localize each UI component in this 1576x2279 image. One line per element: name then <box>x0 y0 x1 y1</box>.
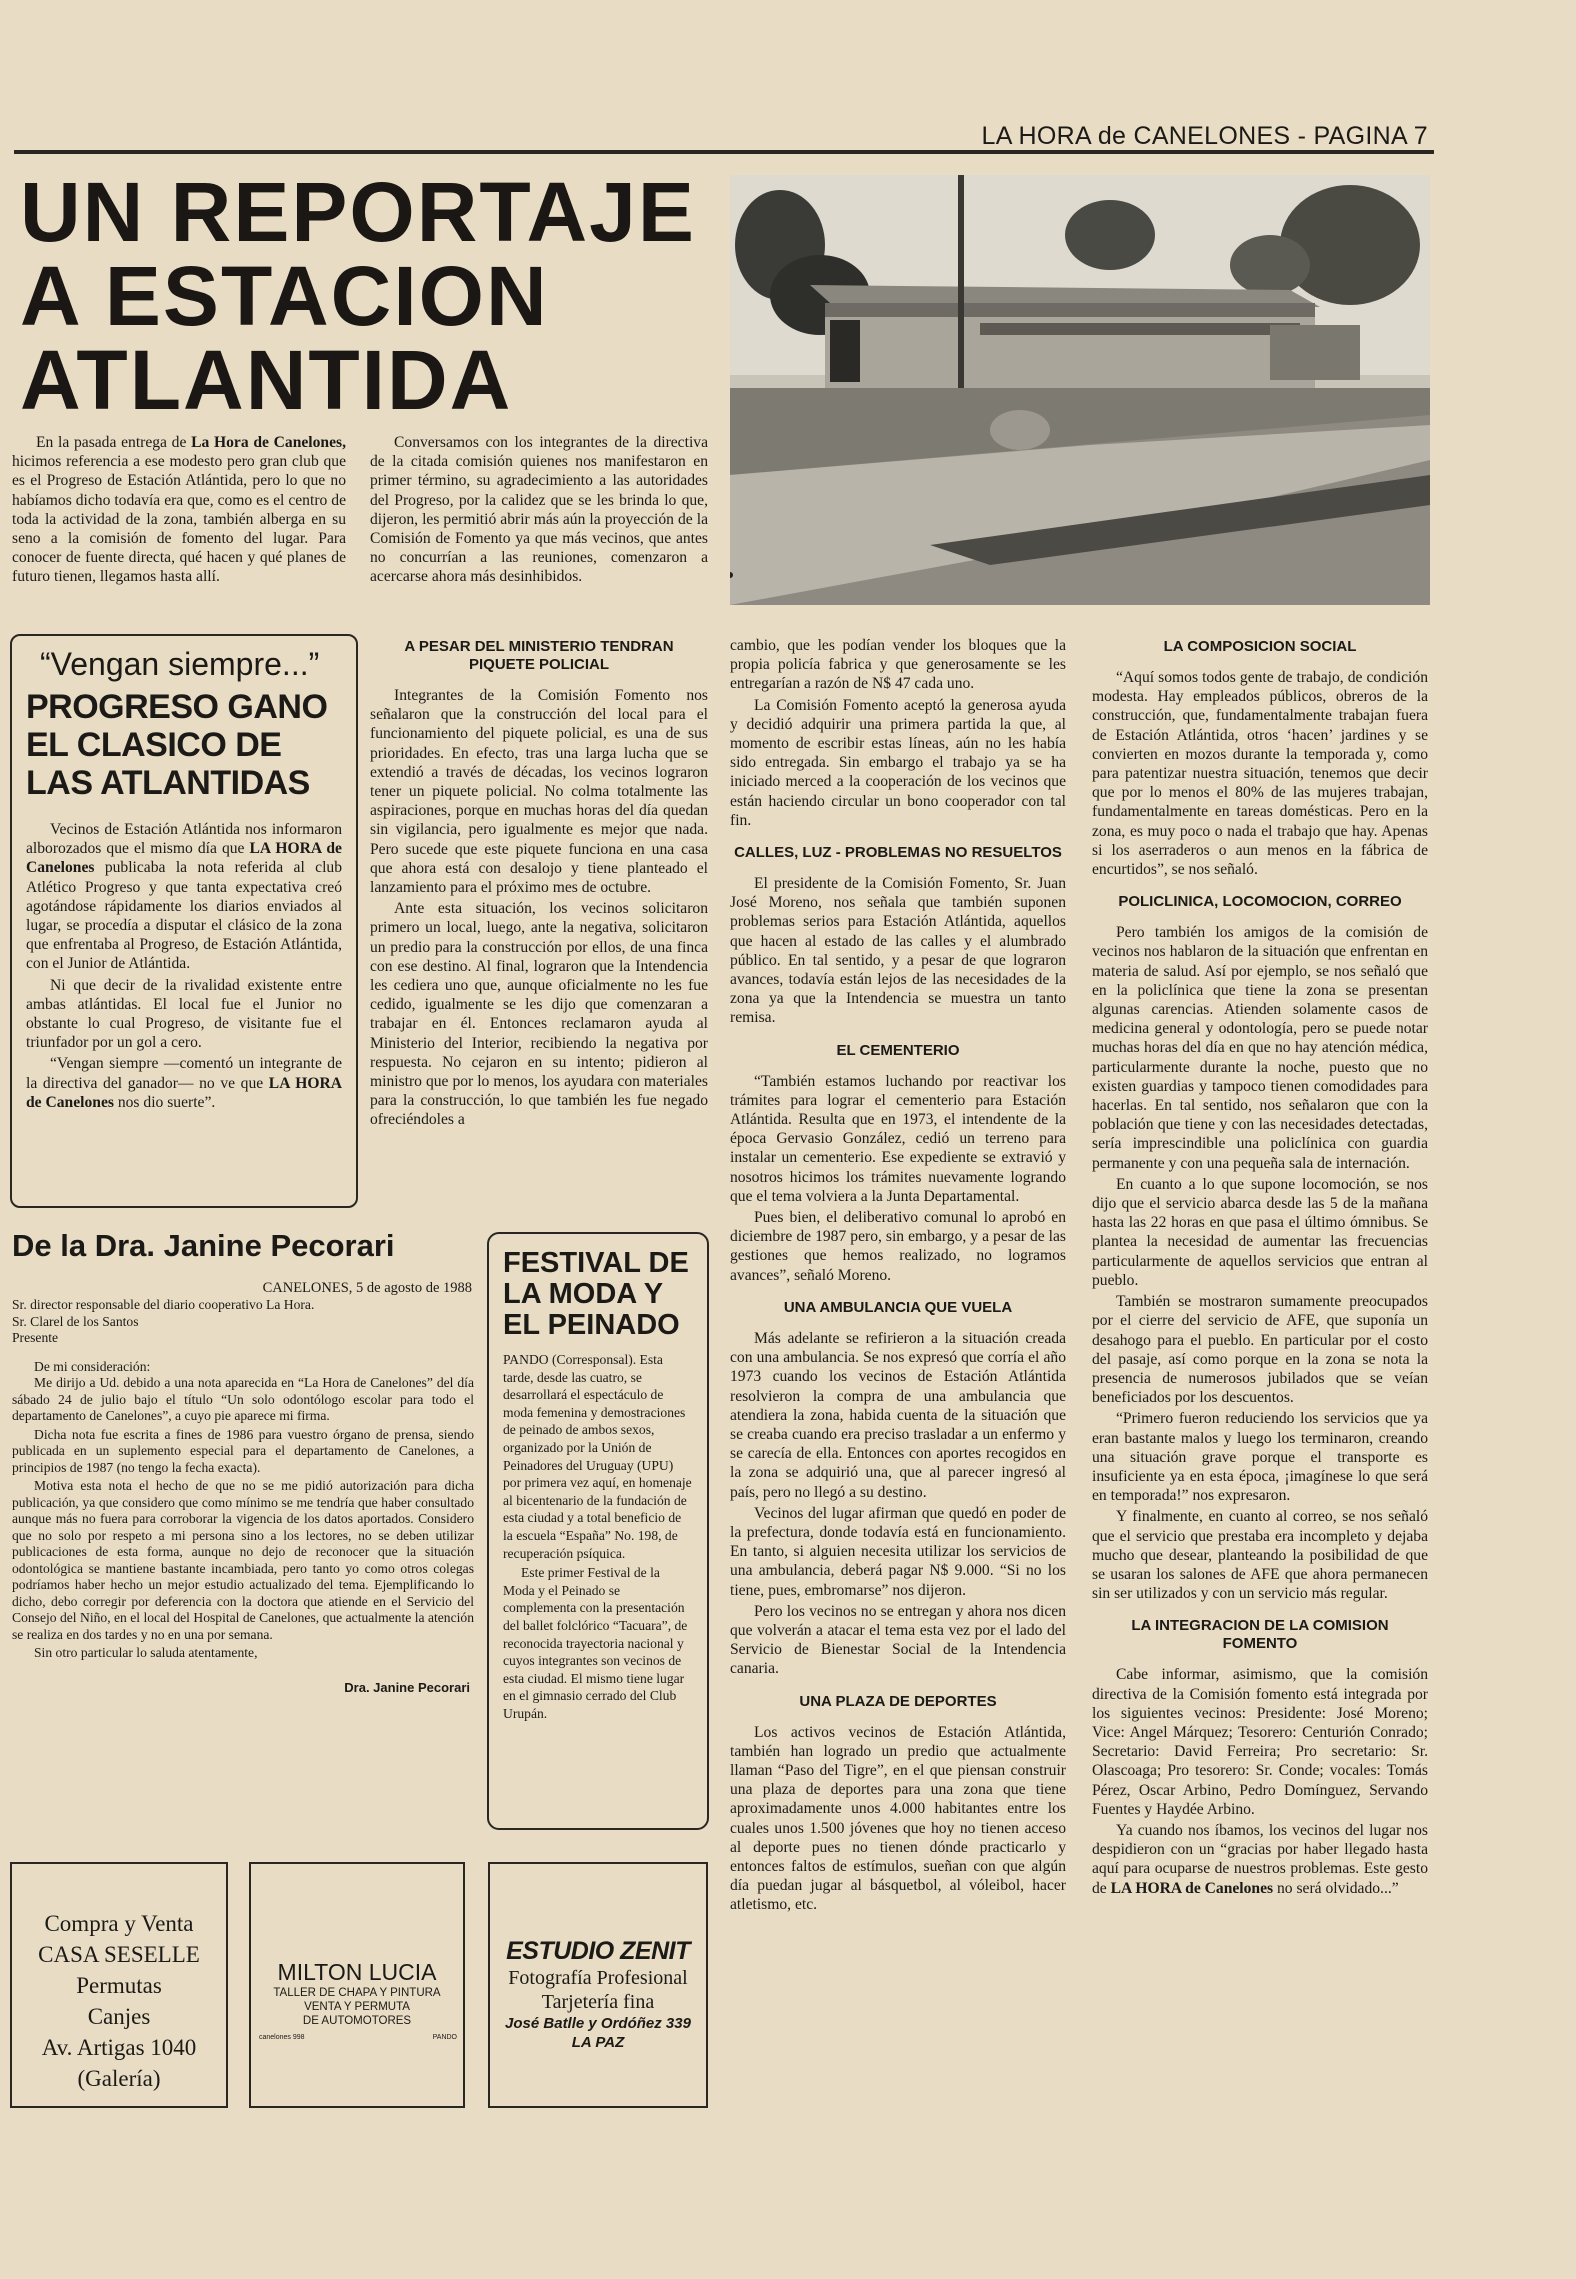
column-3 <box>730 636 1066 1917</box>
col3-paragraph-9: Los activos vecinos de Estación Atlántida, también han logrado un predio que actualmente llaman “Paso del Tigre”, en el que piensan construir una plaza de deportes para una zona que tiene aproximadamente unos 4.000 habitantes entre los cuales unos 1.500 jóvenes que hoy no tienen acceso al deporte pues no tienen dónde practicarlo y entonces faltos de estímulos, sueñan con que algún día puedan jugar al básquetbol, al vóleibol, hacer atletismo, etc. <box>730 1723 1066 1914</box>
progreso-title-1: PROGRESO GANO <box>26 688 328 726</box>
zenit-name: ESTUDIO ZENIT <box>506 1937 690 1965</box>
col4-paragraph-1: “Aquí somos todos gente de trabajo, de condición modesta. Hay empleados públicos, obreros de la construcción, que, fundamentalmente trabajan fuera de Estación Atlántida, otros ‘hacen’ jardines y se convierten en mozos durante la temporada y, como para patentizar nuestra situación, tenemos que decir que por lo menos el 80% de las mujeres trabajan, fundamentalmente en tareas domésticas. Pero en la zona, es muy poco o nada el trabajo que hay. Apenas si los aserraderos o aun menos en la fábrica de encurtidos”, se nos señaló. <box>1092 669 1428 879</box>
letter-greeting: De mi consideración: <box>34 1358 151 1374</box>
col2-paragraph-2: Ante esta situación, los vecinos solicitaron primero un local, luego, ante la negativa, solicitaron un predio para la construcción por ellos, de una finca con ese destino. Al final, lograron que la Intendencia les cediera uno que, aunque oficialmente no les fue cedido, igualmente se les dijo que comenzaran a trabajar en él. Entonces reclamaron ayuda al Ministerio del Interior, recibiendo la negativa por respuesta. No cejaron en su intento; pidieron al ministro que por lo menos, los ayudara con materiales para la construcción, lo que también les fue negado ofreciéndoles a <box>370 900 708 1129</box>
col3-paragraph-8: Pero los vecinos no se entregan y ahora nos dicen que volverán a atacar el tema esta vez por el lado del Servicio de Bienestar Social de la Intendencia canaria. <box>730 1602 1066 1678</box>
col4-p8a: Ya cuando nos íbamos, los vecinos del lugar nos despidieron con un “gracias por haber llegado hasta aquí para ocuparse de nuestros problemas. Este gesto de <box>1092 1821 1428 1897</box>
col3-paragraph-6: Más adelante se refirieron a la situación creada con una ambulancia. Se nos expresó que corría el año 1973 cuando los vecinos de Estación Atlántida resolvieron la compra de una ambulancia que atendiera la zona, habida cuenta de la situación que se creaba cuando era preciso trasladar a un enfermo y se carecía de ella. Entonces con aportes recogidos en la zona se adquirió una, que al parecer ingresó al país, pero no llegó a su destino. <box>730 1329 1066 1501</box>
progreso-title-3: LAS ATLANTIDAS <box>26 764 310 802</box>
col4-paragraph-5: “Primero fueron reduciendo los servicios que ya eran bastante malos y luego los terminaron, creando una situación grave porque el transporte es insuficiente ya en esta época, ¡imagínese lo que será en temporada!” nos expresaron. <box>1092 1410 1428 1505</box>
col3-paragraph-3: El presidente de la Comisión Fomento, Sr. Juan José Moreno, nos señala que también suponen problemas serios para Estación Atlántida, aquellos que hacen al estado de las calles y el alumbrado público. En tal sentido, y a pesar de que lograron avances, todavía están lejos de las necesidades de la zona ya que la Intendencia se muestra un tanto remisa. <box>730 875 1066 1027</box>
festival-paragraph-2: Este primer Festival de la Moda y el Peinado se complementa con la presentación del ballet folclórico “Tacuara”, de reconocida trayectoria nacional y cuyos integrantes son vecinos de esta ciudad. El mismo tiene lugar en el gimnasio cerrado del Club Urupán. <box>503 1565 688 1721</box>
headline-line-2: A ESTACION <box>20 249 549 343</box>
progreso-p1a: Vecinos de Estación Atlántida nos informaron alborozados que el mismo día que <box>26 821 342 858</box>
festival-paragraph-1: PANDO (Corresponsal). Esta tarde, desde las cuatro, se desarrollará el espectáculo de moda femenina y demostraciones de peinado de ambos sexos, organizado por la Unión de Peinadores del Uruguay (UPU) por primera vez aquí, en homenaje al bicentenario de la fundación de esta ciudad y a total beneficio de la escuela “España” No. 198, de recuperación psíquica. <box>503 1352 692 1561</box>
letter-paragraph-3: Motiva esta nota el hecho de que no se me pidió autorización para dicha publicación, ya que considero que como mínimo se me tendría que haber consultado aunque más no fuera para corroborar la vigencia de los datos aportados. Considero que no solo por respeto a mi persona sino a los lectores, no se deben utilizar publicaciones de esta forma, aunque no dejo de reconocer que la situación odontológica se mantiene bastante incambiada, pero tanto yo como otros colegas podríamos haber hecho un mejor estudio actualizado del tema. Ejemplificando lo dicho, debo corregir por deferencia con la doctora que atiende en el Servicio del Consejo del Niño, en el local del Hospital de Canelones, que actualmente la atención se realiza en dos tardes y no en una por semana. <box>12 1478 474 1642</box>
subhead-policlinica: POLICLINICA, LOCOMOCION, CORREO <box>1118 893 1402 911</box>
progreso-p3b: LA HORA de Canelones <box>26 1074 342 1111</box>
seselle-line-5: Av. Artigas 1040 <box>41 2035 197 2060</box>
col4-p8c: no será olvidado...” <box>1273 1879 1399 1897</box>
intro-lead: La Hora de Canelones, <box>191 434 346 451</box>
milton-tiny-1: canelones 998 <box>259 2034 305 2041</box>
festival-title-1: FESTIVAL DE <box>503 1247 689 1279</box>
zenit-line-3: José Batlle y Ordóñez 339 <box>505 2015 691 2032</box>
letter-section <box>12 1228 474 1695</box>
milton-tiny <box>251 2028 463 2041</box>
col4-paragraph-8 <box>1092 1821 1428 1898</box>
milton-line-3: DE AUTOMOTORES <box>302 2015 412 2027</box>
zenit-line-2: Tarjetería fina <box>541 1991 655 2013</box>
col4-p8b: LA HORA de Canelones <box>1110 1879 1274 1897</box>
subhead-composicion: LA COMPOSICION SOCIAL <box>1163 638 1357 655</box>
letter-addr-2: Sr. Clarel de los Santos <box>12 1313 139 1329</box>
header-rule <box>14 150 1434 154</box>
intro-col-2 <box>370 433 708 589</box>
progreso-p3a: “Vengan siempre —comentó un integrante de la directiva del ganador— no ve que <box>26 1055 342 1092</box>
milton-name: MILTON LUCIA <box>277 1959 437 1985</box>
column-4 <box>1092 624 1428 1900</box>
zenit-line-4: LA PAZ <box>571 2034 625 2051</box>
milton-tiny-2: PANDO <box>432 2034 457 2041</box>
festival-title-3: EL PEINADO <box>503 1309 680 1341</box>
milton-line-2: VENTA Y PERMUTA <box>304 2001 410 2013</box>
progreso-p1b: LA HORA de Canelones <box>26 840 342 877</box>
page-header <box>0 118 1440 150</box>
col4-paragraph-2: Pero también los amigos de la comisión de vecinos nos hablaron de la situación que enfrentan en materia de salud. Así por ejemplo, se nos señaló que en la policlínica que tiene la zona se presentan algunas carencias. Atienden solamente casos de medicina general y odontología, pero se puede notar muchas horas del día en que no hay atención médica, particularmente durante la noche, puesto que no existen guardias y tampoco tienen comodidades para hacerlas. En tal sentido, nos señalaron que con la población que tiene y con las necesidades detectadas, sería imprescindible una policlínica con guardia permanente y con una pequeña sala de internación. <box>1092 924 1428 1172</box>
letter-addr-3: Presente <box>12 1330 59 1345</box>
col3-paragraph-5: Pues bien, el deliberativo comunal lo aprobó en diciembre de 1987 pero, sin embargo, y a pesar de las gestiones que hemos realizado, no logramos avances”, señaló Moreno. <box>730 1209 1066 1284</box>
headline-line-3: ATLANTIDA <box>20 333 513 427</box>
intro-text: hicimos referencia a ese modesto pero gran club que es el Progreso de Estación Atlántida, pero lo que no habíamos dicho todavía era que, como es el centro de toda la actividad de la zona, también alberga en su seno a la comisión de fomento del lugar. Para conocer de fuente directa, qué hacen y qué planes de futuro tienen, llegamos hasta allí. <box>12 453 346 586</box>
progreso-paragraph-1 <box>26 820 342 974</box>
festival-title <box>503 1248 693 1341</box>
seselle-line-3: Permutas <box>76 1973 162 1998</box>
col4-paragraph-3: En cuanto a lo que supone locomoción, se nos dijo que el servicio abarca desde las 5 de la mañana hasta las 22 horas en que pasa el último ómnibus. Se plantea la necesidad de aumentar las frecuencias particularmente de aquellos servicios que entran al pueblo. <box>1092 1175 1428 1289</box>
subhead-ambulancia: UNA AMBULANCIA QUE VUELA <box>783 1298 1013 1316</box>
progreso-kicker: “Vengan siempre...” <box>40 646 320 682</box>
col4-paragraph-4: También se mostraron sumamente preocupados por el cierre del servicio de AFE, que suponía un desahogo para el pueblo. En particular por el costo del pasaje, así como porque en la zona se nota la presencia de numerosos jubilados que se veían beneficiados por los descuentos. <box>1092 1293 1428 1407</box>
subhead-piquete: A PESAR DEL MINISTERIO TENDRAN PIQUETE POLICIAL <box>404 638 674 673</box>
milton-line-1: TALLER DE CHAPA Y PINTURA <box>273 1987 441 1999</box>
progreso-paragraph-3 <box>26 1054 342 1112</box>
col2-paragraph-1: Integrantes de la Comisión Fomento nos señalaron que la construcción del local para el funcionamiento del piquete policial, es una de sus prioridades. En efecto, tras una larga lucha que se extendió a través de décadas, los vecinos lograron tener un piquete policial. No colma totalmente las aspiraciones, porque en muchas horas del día quedan sin vigilancia, pero igualmente es mejor que nada. Pero sucede que este piquete funciona en una casa que ahora está con desalojo y tiene planteado el lanzamiento para el próximo mes de octubre. <box>370 687 708 897</box>
column-2 <box>370 624 708 1132</box>
headline-line-1: UN REPORTAJE <box>20 165 696 259</box>
letter-dateline: CANELONES, 5 de agosto de 1988 <box>262 1280 472 1296</box>
seselle-line-4: Canjes <box>87 2004 151 2029</box>
subhead-calles: CALLES, LUZ - PROBLEMAS NO RESUELTOS <box>734 844 1062 862</box>
seselle-line-1: Compra y Venta <box>44 1911 194 1936</box>
letter-addr-1: Sr. director responsable del diario cooperativo La Hora. <box>12 1297 315 1312</box>
progreso-title-2: EL CLASICO DE <box>26 726 282 764</box>
seselle-line-6: (Galería) <box>77 2066 161 2091</box>
page-label: LA HORA de CANELONES - PAGINA 7 <box>981 122 1428 150</box>
col3-paragraph-1: cambio, que les podían vender los bloques que la propia policía fabrica y que generosamente se les entregarían a razón de N$ 47 cada uno. <box>730 637 1066 693</box>
ad-estudio-zenit <box>488 1862 708 2108</box>
intro-col-1 <box>12 433 346 589</box>
intro-paragraph-1 <box>12 433 346 587</box>
intro-paragraph-2: Conversamos con los integrantes de la directiva de la citada comisión quienes nos manifestaron en primer término, su agradecimiento a las autoridades del Progreso, por la calidez que se les brinda lo que, dijeron, les permitió abrir más aún la proyección de la Comisión de Fomento ya que más vecinos, que antes no concurrían a las reuniones, comenzaron a acercarse ahora más desinhibidos. <box>370 434 708 586</box>
intro-pre: En la pasada entrega de <box>36 434 192 451</box>
headline <box>20 165 720 427</box>
progreso-title <box>26 688 342 802</box>
letter-title: De la Dra. Janine Pecorari <box>12 1228 395 1263</box>
progreso-paragraph-2: Ni que decir de la rivalidad existente entre ambas atlántidas. El local fue el Junior no obstante lo cual Progreso, de visitante fue el triunfador por un gol a cero. <box>26 976 342 1052</box>
subhead-integracion: LA INTEGRACION DE LA COMISION FOMENTO <box>1131 1617 1389 1653</box>
letter-paragraph-4: Sin otro particular lo saluda atentamente, <box>34 1645 258 1660</box>
zenit-line-1: Fotografía Profesional <box>508 1967 688 1989</box>
festival-box <box>487 1232 709 1830</box>
station-photo-image <box>730 175 1430 605</box>
ad-milton-lucia <box>249 1862 465 2108</box>
progreso-p3c: nos dio suerte”. <box>113 1093 216 1111</box>
letter-paragraph-1: Me dirijo a Ud. debido a una nota aparecida en “La Hora de Canelones” del día sábado 24 de julio bajo el título “Un solo odontólogo escolar para todo el departamento de Canelones”, a cuyo pie aparece mi firma. <box>12 1375 474 1423</box>
seselle-line-2: CASA SESELLE <box>38 1942 200 1967</box>
subhead-cementerio: EL CEMENTERIO <box>836 1041 960 1059</box>
station-photo <box>730 175 1430 605</box>
letter-paragraph-2: Dicha nota fue escrita a fines de 1986 para vuestro órgano de prensa, siendo publicada en un suplemento especial para el departamento de Canelones, a principios de 1987 (no tengo la fecha exacta). <box>12 1426 474 1475</box>
col3-paragraph-7: Vecinos del lugar afirman que quedó en poder de la prefectura, donde todavía está en funcionamiento. En tanto, si alguien necesita utilizar los servicios de una ambulancia, deberá pagar N$ 9.000. “Si no los tiene, pues, embromarse” nos dijeron. <box>730 1504 1066 1599</box>
progreso-p1c: publicaba la nota referida al club Atlético Progreso y que tanta expectativa creó agotándose rápidamente los diarios enviados al lugar, se procedía a disputar el clásico de la zona que enfrentaba al Progreso, de Estación Atlántida, con el Junior de Atlántida. <box>26 859 342 973</box>
col4-paragraph-6: Y finalmente, en cuanto al correo, se nos señaló que el servicio que prestaba era incompleto y dejaba mucho que desear, planteando la posibilidad de que se usaran los salones de AFE que ahora permanecen sin ser utilizados y con un servicio más regular. <box>1092 1508 1428 1603</box>
letter-signature: Dra. Janine Pecorari <box>344 1679 470 1695</box>
col3-paragraph-2: La Comisión Fomento aceptó la generosa ayuda y decidió adquirir una primera partida la que, al momento de escribir estas líneas, aún no les había sido entregada. Sin embargo el trabajo ya se ha iniciado merced a la cooperación de los vecinos que están haciendo circular un bono cooperador con tal fin. <box>730 696 1066 829</box>
col4-paragraph-7: Cabe informar, asimismo, que la comisión directiva de la Comisión fomento está integrada por los siguientes vecinos: Presidente: José Moreno; Vice: Angel Márquez; Tesorero: Centurión Conrado; Secretario: David Ferreira; Pro secretario: Sr. Olascoaga; Pro tesorero: Sr. Conde; vocales: Tomás Pérez, Oscar Arbino, Pedro Domínguez, Servando Fuentes y Haydée Arbino. <box>1092 1666 1428 1818</box>
subhead-plaza: UNA PLAZA DE DEPORTES <box>799 1692 997 1710</box>
festival-title-2: LA MODA Y <box>503 1278 664 1310</box>
progreso-box <box>10 634 358 1208</box>
ad-casa-seselle <box>10 1862 228 2108</box>
col3-paragraph-4: “También estamos luchando por reactivar los trámites para lograr el cementerio para Estación Atlántida. Resulta que en 1973, el intendente de la época Gervasio González, cedió un terreno para instalar un cementerio. Ese expediente se extravió y nosotros hicimos los trámites nuevamente logrando que el tema volviera a la Junta Departamental. <box>730 1072 1066 1205</box>
